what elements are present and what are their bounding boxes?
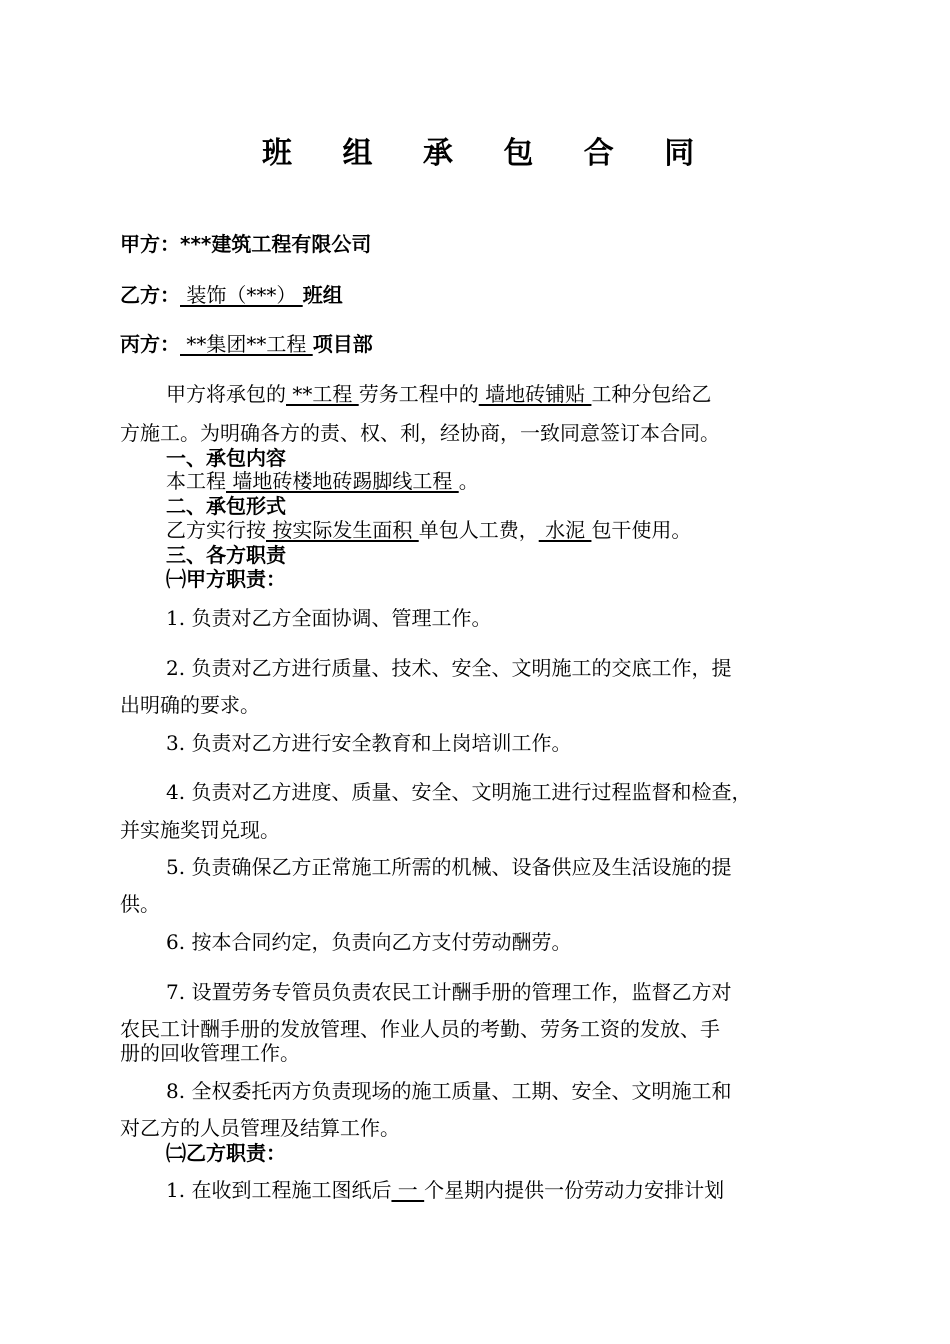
list-item: 2. 负责对乙方进行质量、技术、安全、文明施工的交底工作，提 [166, 656, 732, 680]
list-item: 5. 负责确保乙方正常施工所需的机械、设备供应及生活设施的提 [166, 855, 732, 879]
list-item-continued: 农民工计酬手册的发放管理、作业人员的考勤、劳务工资的发放、手 [120, 1017, 720, 1041]
section-2-material: 水泥 [538, 518, 592, 542]
party-b-value: 装饰（***） [180, 283, 303, 307]
section-2-basis: 按实际发生面积 [266, 518, 419, 542]
list-item-continued: 对乙方的人员管理及结算工作。 [120, 1116, 400, 1140]
list-item-continued: 出明确的要求。 [120, 693, 260, 717]
list-item-continued: 供。 [120, 892, 160, 916]
intro-text: 工种分包给乙 [591, 382, 712, 406]
party-b [120, 285, 343, 305]
party-a [120, 234, 371, 254]
intro-text: 劳务工程中的 [358, 382, 479, 406]
intro-line-2: 方施工。为明确各方的责、权、利，经协商，一致同意签订本合同。 [120, 421, 720, 445]
party-c-suffix: 项目部 [312, 332, 373, 356]
section-1-scope: 墙地砖楼地砖踢脚线工程 [226, 469, 459, 493]
list-item: 1. 负责对乙方全面协调、管理工作。 [166, 606, 492, 630]
list-item: 3. 负责对乙方进行安全教育和上岗培训工作。 [166, 731, 572, 755]
intro-line-1 [166, 384, 711, 404]
list-item: 4. 负责对乙方进度、质量、安全、文明施工进行过程监督和检查， [166, 780, 752, 804]
party-b-suffix: 班组 [302, 283, 343, 307]
page-title: 班 组 承 包 合 同 [262, 136, 715, 171]
party-c-label: 丙方： [120, 332, 180, 356]
list-item [166, 1180, 724, 1200]
intro-project-name: **工程 [286, 382, 359, 406]
section-1-text-part: 。 [458, 469, 479, 493]
party-c [120, 334, 373, 354]
section-2-text-part: 乙方实行按 [166, 518, 266, 542]
party-b-label: 乙方： [120, 283, 180, 307]
list-item-continued: 册的回收管理工作。 [120, 1041, 300, 1065]
section-2-text-part: 单包人工费， [418, 518, 539, 542]
intro-work-type: 墙地砖铺贴 [478, 382, 592, 406]
section-3-heading: 三、各方职责 [166, 543, 286, 567]
list-item-blank-value: 一 [391, 1178, 425, 1202]
section-2-heading: 二、承包形式 [166, 494, 286, 518]
list-item-text: 个星期内提供一份劳动力安排计划 [424, 1178, 725, 1202]
intro-text: 甲方将承包的 [166, 382, 286, 406]
party-b-duties-heading: ㈡乙方职责： [166, 1141, 286, 1165]
list-item-text: 1. 在收到工程施工图纸后 [166, 1178, 392, 1202]
list-item: 7. 设置劳务专管员负责农民工计酬手册的管理工作，监督乙方对 [166, 980, 732, 1004]
section-2-text [166, 520, 691, 540]
party-a-label: 甲方： [120, 232, 180, 256]
party-c-value: **集团**工程 [180, 332, 313, 356]
list-item: 6. 按本合同约定，负责向乙方支付劳动酬劳。 [166, 930, 572, 954]
list-item-continued: 并实施奖罚兑现。 [120, 818, 280, 842]
section-1-heading: 一、承包内容 [166, 446, 286, 470]
section-1-text-part: 本工程 [166, 469, 226, 493]
section-2-text-part: 包干使用。 [591, 518, 692, 542]
party-a-value: ***建筑工程有限公司 [180, 232, 372, 256]
list-item: 8. 全权委托丙方负责现场的施工质量、工期、安全、文明施工和 [166, 1079, 732, 1103]
section-1-text [166, 471, 479, 491]
party-a-duties-heading: ㈠甲方职责： [166, 567, 286, 591]
